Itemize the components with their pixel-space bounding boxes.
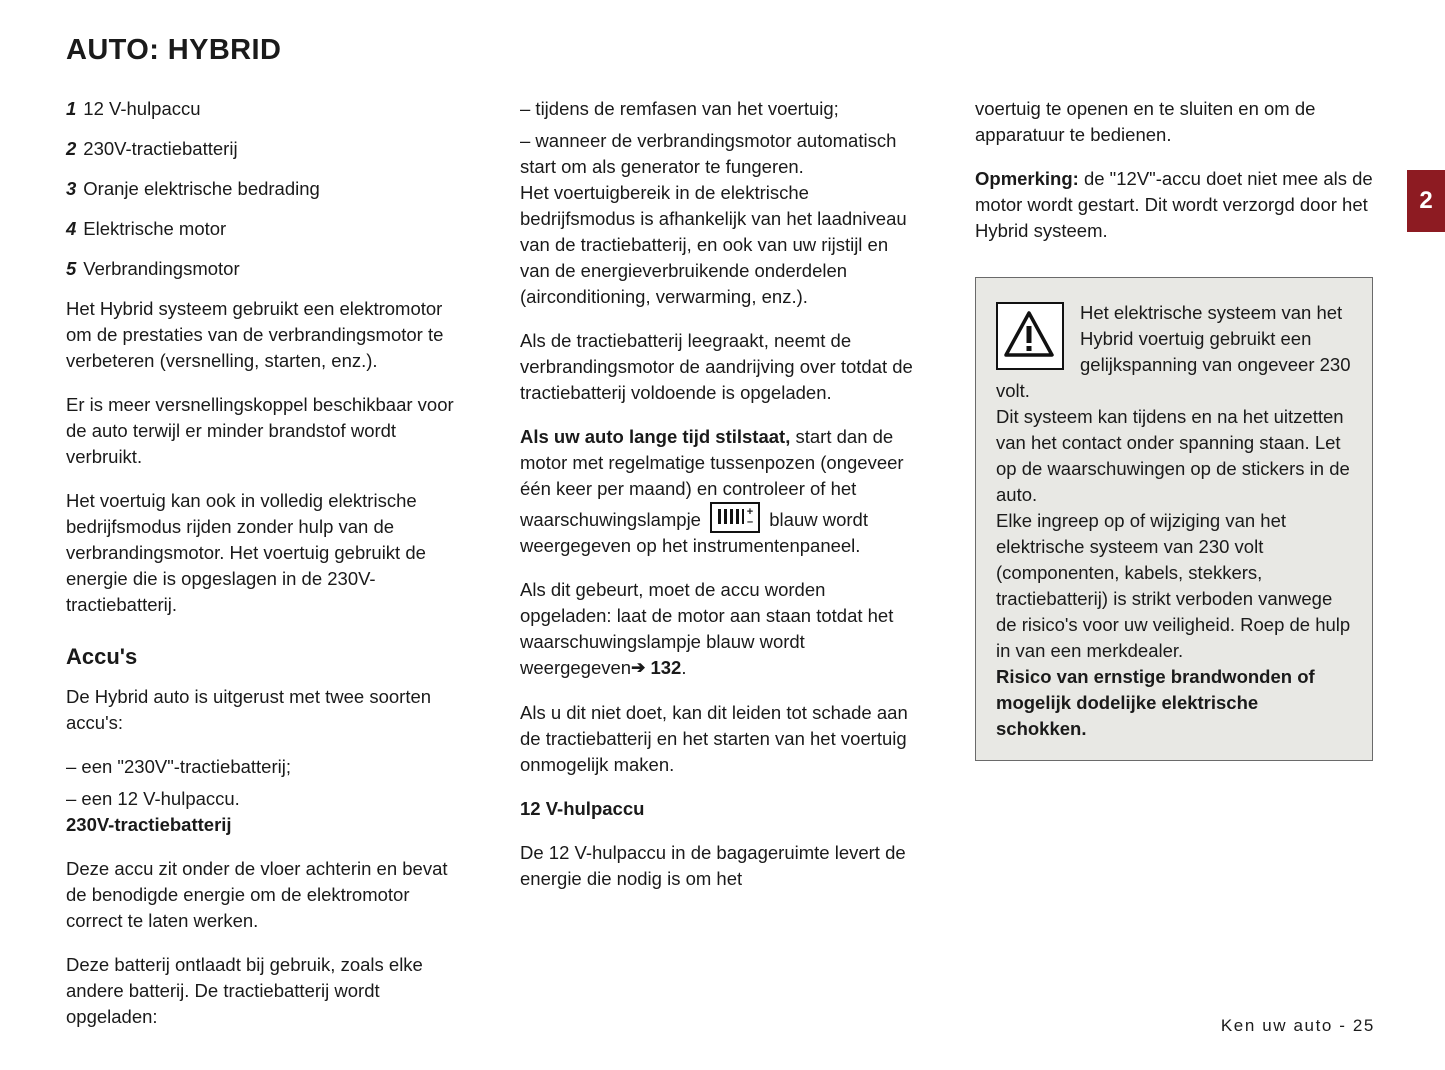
legend-label: 12 V-hulpaccu [83, 98, 201, 119]
warning-paragraph-bold: Risico van ernstige brandwonden of mogelijk dodelijke elektrische schokken. [996, 666, 1315, 739]
column-1 [66, 96, 456, 1048]
legend-item [66, 96, 456, 122]
legend-item [66, 216, 456, 242]
column-2 [520, 96, 918, 910]
legend-item [66, 256, 456, 282]
paragraph-note [975, 166, 1373, 244]
battery-plus-sign: + [746, 506, 754, 518]
battery-minus-sign: – [747, 516, 754, 528]
bullet-dash-item: – een 12 V-hulpaccu. [66, 788, 240, 809]
paragraph: Het Hybrid systeem gebruikt een elektromotor om de prestaties van de verbrandingsmotor te verbeteren (versnelling, starten, enz.). [66, 298, 444, 371]
paragraph-recharge [520, 577, 918, 682]
paragraph: voertuig te openen en te sluiten en om de apparatuur te bedienen. [975, 98, 1316, 145]
arrow-right-icon: ➔ [631, 658, 646, 677]
bullet-dash-item: – wanneer de verbrandingsmotor automatisch start om als generator te fungeren. [520, 130, 897, 177]
legend-item [66, 176, 456, 202]
chapter-number-tab: 2 [1407, 170, 1445, 232]
column-3 [975, 96, 1373, 262]
warning-paragraph: Elke ingreep op of wijziging van het elektrische systeem van 230 volt (componenten, kabels, stekkers, tractiebatterij) is strikt verboden vanwege de risico's voor uw veiligheid. Roep de hulp in van een merkdealer. [996, 510, 1351, 661]
paragraph: Als u dit niet doet, kan dit leiden tot schade aan de tractiebatterij en het starten van het voertuig onmogelijk maken. [520, 702, 908, 775]
paragraph: Als de tractiebatterij leegraakt, neemt de verbrandingsmotor de aandrijving over totdat de tractiebatterij voldoende is opgeladen. [520, 330, 913, 403]
page-cross-reference[interactable] [631, 657, 681, 678]
legend-label: Verbrandingsmotor [83, 258, 240, 279]
legend-item [66, 136, 456, 162]
paragraph-long-standstill [520, 424, 918, 559]
reference-page-number: 132 [650, 657, 682, 678]
paragraph: Het voertuig kan ook in volledig elektrische bedrijfsmodus rijden zonder hulp van de verbrandingsmotor. Het voertuig gebruikt de energie die is opgeslagen in de 230V-tractiebatterij. [66, 490, 426, 615]
paragraph: De Hybrid auto is uitgerust met twee soorten accu's: [66, 686, 432, 733]
paragraph: Deze batterij ontlaadt bij gebruik, zoals elke andere batterij. De tractiebatterij wordt opgeladen: [66, 954, 423, 1027]
warning-box [975, 277, 1373, 761]
bullet-dash-item: – tijdens de remfasen van het voertuig; [520, 98, 839, 119]
legend-label: Elektrische motor [83, 218, 227, 239]
page-footer: Ken uw auto - 25 [1220, 1016, 1375, 1035]
warning-triangle-icon [996, 302, 1064, 370]
legend-number: 1 [66, 98, 77, 119]
legend-number: 3 [66, 178, 77, 199]
paragraph: Deze accu zit onder de vloer achterin en bevat de benodigde energie om de elektromotor correct te laten werken. [66, 858, 448, 931]
paragraph: Het voertuigbereik in de elektrische bedrijfsmodus is afhankelijk van het laadniveau van de tractiebatterij, en ook van uw rijstijl en van de energieverbruikende onderdelen (airconditioning, verwarming, enz.). [520, 182, 907, 307]
legend-number: 4 [66, 218, 77, 239]
section-heading-batteries: Accu's [66, 644, 138, 669]
battery-bars [718, 509, 744, 524]
warning-triangle-glyph [1004, 311, 1054, 359]
page-title: AUTO: HYBRID [66, 34, 282, 66]
paragraph-text: blauw wordt weergegeven op het instrumentenpaneel. [520, 509, 868, 556]
legend-label: 230V-tractiebatterij [83, 138, 238, 159]
subheading-aux-battery: 12 V-hulpaccu [520, 798, 645, 819]
bold-lead-in: Als uw auto lange tijd stilstaat, [520, 426, 791, 447]
legend-number: 2 [66, 138, 77, 159]
legend-label: Oranje elektrische bedrading [83, 178, 320, 199]
warning-paragraph: Het elektrische systeem van het Hybrid voertuig gebruikt een gelijkspanning van ongeveer 230 volt. [996, 302, 1351, 401]
bullet-dash-item: – een "230V"-tractiebatterij; [66, 756, 291, 777]
paragraph: Er is meer versnellingskoppel beschikbaar voor de auto terwijl er minder brandstof wordt verbruikt. [66, 394, 454, 467]
note-label: Opmerking: [975, 168, 1079, 189]
note-text: de "12V"-accu doet niet mee als de motor wordt gestart. Dit wordt verzorgd door het Hybrid systeem. [975, 168, 1373, 241]
warning-paragraph: Dit systeem kan tijdens en na het uitzetten van het contact onder spanning staan. Let op de waarschuwingen op de stickers in de auto. [996, 406, 1350, 505]
paragraph-text: . [681, 657, 687, 678]
subheading-traction-battery: 230V-tractiebatterij [66, 814, 232, 835]
legend-number: 5 [66, 258, 77, 279]
paragraph: De 12 V-hulpaccu in de bagageruimte levert de energie die nodig is om het [520, 842, 906, 889]
paragraph-text: start dan de motor met regelmatige tussenpozen (ongeveer één keer per maand) en controleer of het waarschuwingslampje [520, 426, 904, 530]
paragraph-text: Als dit gebeurt, moet de accu worden opgeladen: laat de motor aan staan totdat het waarschuwingslampje blauw wordt weergegeven [520, 579, 894, 678]
battery-warning-icon [710, 502, 760, 533]
